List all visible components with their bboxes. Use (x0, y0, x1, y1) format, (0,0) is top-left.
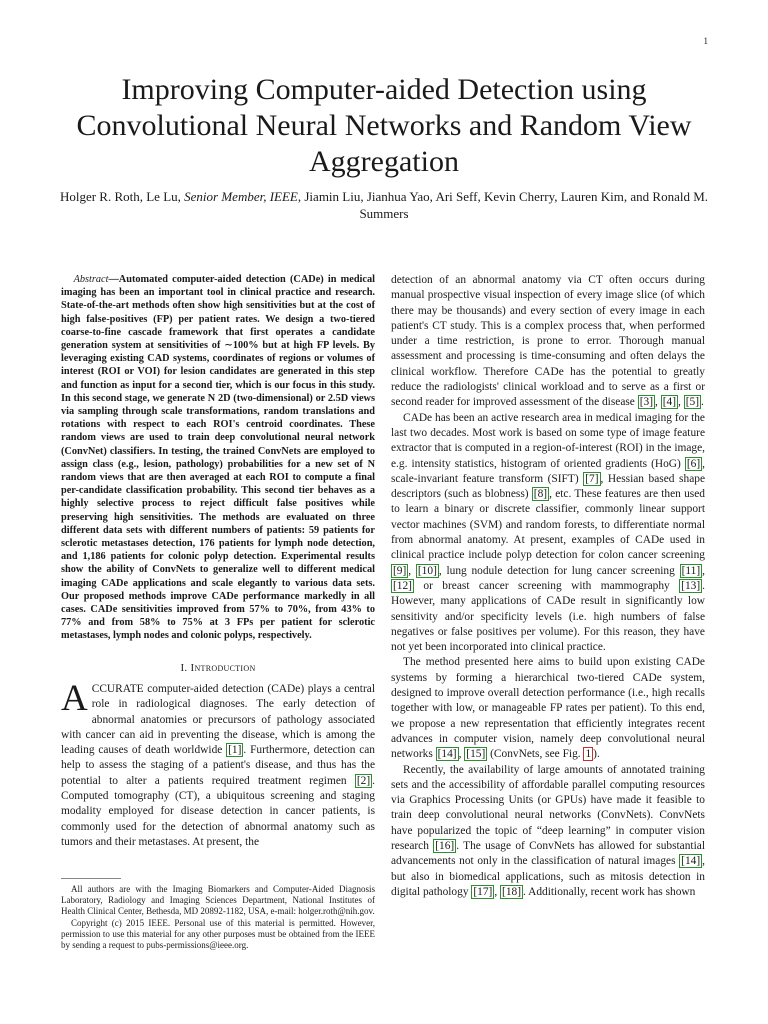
authors-part-1: Holger R. Roth, Le Lu, (59, 189, 185, 204)
abstract (61, 273, 375, 643)
right-text: . Additionally, recent work has shown (523, 885, 696, 898)
right-text: . However, many applications of CADe result in significantly low sensitivity and/or specificity levels (i.e. high numbers of false negatives or false positives per volume). For this reason, they have not yet been incorporated into clinical practice. (391, 579, 705, 654)
citation-link[interactable]: [4] (662, 396, 677, 409)
authors-part-2: , Jiamin Liu, Jianhua Yao, Ari Seff, Kevin Cherry, Lauren Kim, and Ronald M. Summers (297, 189, 709, 221)
intro-text-3: . Computed tomography (CT), a ubiquitous screening and staging modality employed for disease detection in cancer patients, is commonly used for the detection of abnormal anatomy such as tumors and their metastases. At present, the (61, 774, 375, 848)
citation-link[interactable]: [17] (473, 885, 493, 898)
citation-link[interactable]: [18] (502, 885, 522, 898)
intro-text-2: . Furthermore, detection can help to assess the staging of a patient's disease, and thus has the potential to alter a patients required treatment regimen (61, 744, 375, 787)
right-text: , scale-invariant feature transform (SIFT) (391, 457, 705, 485)
right-text: detection of an abnormal anatomy via CT often occurs during manual prospective visual inspection of every image slice (of which there may be thousands) and every section of every image in each patient's CT study. This is a complex process that, when performed under a time restriction, is prone to error. Thorough manual assessment and processing is time-consuming and often delays the clinical workflow. Therefore CADe has the potential to greatly reduce the radiologists' clinical workload and to serve as a first or second reader for improved assessment of the disease (391, 274, 705, 409)
citation-link[interactable]: [6] (686, 457, 701, 470)
right-text: ). (593, 748, 600, 761)
right-text: . The usage of ConvNets has allowed for substantial advancements not only in the classification of natural images (391, 839, 705, 868)
citation-link[interactable]: [14] (681, 855, 701, 868)
citation-link[interactable]: [10] (417, 564, 437, 577)
footnote-affiliation: All authors are with the Imaging Biomarkers and Computer-Aided Diagnosis Laboratory, Radiology and Imaging Sciences Department, National Institutes of Health Clinical Center, Bethesda, MD 20892-1182, USA, e-mail: holger.roth@nih.gov. (61, 884, 375, 917)
right-paragraph-4: Recently, the availability of large amounts of annotated training sets and the accessibility of affordable parallel computing resources via Graphics Processing Units (or GPUs) have made it feasible to train deep convolutional neural networks (ConvNets). ConvNets have popularized the topic of “deep learning” in computer vision research [16] . The usage of ConvNets has allowed for substantial advancements not only in the classification of natural images [14] , but also in biomedical applications, such as mitosis detection in digital pathology [17] , [18] . Additionally, recent work has shown (391, 763, 705, 898)
citation-link[interactable]: [11] (681, 564, 701, 577)
right-text: , lung nodule detection for lung cancer screening (438, 564, 680, 577)
footnote-copyright: Copyright (c) 2015 IEEE. Personal use of this material is permitted. However, permission to use this material for any other purposes must be obtained from the IEEE by sending a request to pubs-permissions@ieee.org. (61, 917, 375, 951)
right-text: (ConvNets, see Fig. (487, 748, 584, 761)
right-paragraph-3: The method presented here aims to build upon existing CADe systems by forming a hierarchical two-tiered CADe system, designed to improve overall detection performance (i.e., high recalls together with low, or manageable FP rates per patient). To this end, we propose a new representation that efficiently integrates recent advances in computer vision, namely deep convolutional neural networks [14] , [15] (ConvNets, see Fig. 1 ). (391, 656, 705, 761)
intro-paragraph-1 (61, 677, 375, 850)
right-column (391, 273, 705, 900)
citation-link[interactable]: [15] (466, 748, 486, 761)
citation-link[interactable]: [5] (685, 396, 700, 409)
left-column (61, 273, 375, 850)
right-text: The method presented here aims to build upon existing CADe systems by forming a hierarchical two-tiered CADe system, designed to improve overall detection performance (i.e., high recalls together with low, or manageable FP rates per patient). To this end, we propose a new representation that efficiently integrates recent advances in computer vision, namely deep convolutional neural networks (391, 656, 705, 761)
citation-link[interactable]: [14] (437, 748, 457, 761)
author-role: Senior Member, IEEE (184, 189, 298, 204)
figure-link[interactable]: 1 (585, 748, 592, 761)
page-number: 1 (703, 36, 708, 46)
abstract-text: —Automated computer-aided detection (CADe) in medical imaging has been an important tool in clinical practice and research. State-of-the-art methods often show high sensitivities but at the cost of high false-positives (FP) per patient rates. We design a two-tiered coarse-to-fine cascade framework that first operates a candidate generation system at sensitivities of ∼100% but at high FP levels. By leveraging existing CAD systems, coordinates of regions or volumes of interest (ROI or VOI) for lesion candidates are generated in this step and function as input for a second tier, which is our focus in this study. In this second stage, we generate N 2D (two-dimensional) or 2.5D views via sampling through scale transformations, random translations and rotations with respect to each ROI's centroid coordinates. These random views are used to train deep convolutional neural network (ConvNet) classifiers. In testing, the trained ConvNets are employed to assign class (e.g., lesion, pathology) probabilities for a new set of N random views that are then averaged at each ROI to compute a final per-candidate classification probability. This second tier behaves as a highly selective process to reject difficult false positives while preserving high sensitivities. The methods are evaluated on three different data sets with different numbers of patients: 59 patients for sclerotic metastases detection, 176 patients for lymph node detection, and 1,186 patients for colonic polyp detection. Experimental results show the ability of ConvNets to generalize well to different medical imaging CADe applications and scale elegantly to various data sets. Our proposed methods improve CADe performance markedly in all cases. CADe sensitivities improved from 57% to 70%, from 43% to 77% and from 58% to 75% at 3 FPs per patient for sclerotic metastases, lymph nodes and colonic polyps, respectively. (61, 274, 375, 642)
right-text: , but also in biomedical applications, such as mitosis detection in digital pathology (391, 855, 705, 898)
right-text: Recently, the availability of large amounts of annotated training sets and the accessibility of affordable parallel computing resources via Graphics Processing Units (or GPUs) have made it feasible to train deep convolutional neural networks (ConvNets). ConvNets have popularized the topic of “deep learning” in computer vision research (391, 763, 705, 852)
right-text: , etc. These features are then used to learn a binary or discrete classifier, commonly linear support vector machines (SVM) and random forests, to differentiate normal from abnormal anatomy. At present, examples of CADe used in clinical practice include polyp detection for colon cancer screening (391, 488, 705, 562)
abstract-lead: Abstract (73, 274, 109, 285)
section-heading-introduction: I. Introduction (180, 661, 256, 674)
intro-text-1: CCURATE computer-aided detection (CADe) plays a central role in radiological diagnoses. The early detection of abnormal anatomies or precursors of pathology associated with cancer can aid in preventing the disease, which is among the leading causes of death worldwide (61, 682, 375, 757)
right-text: , Hessian based shape descriptors (such as blobness) (391, 472, 705, 501)
right-text: or breast cancer screening with mammography (413, 579, 680, 592)
footnotes (61, 884, 375, 951)
citation-link[interactable]: [12] (393, 579, 412, 592)
citation-link[interactable]: [13] (681, 579, 701, 592)
footnote-divider (61, 878, 121, 879)
paper-title: Improving Computer-aided Detection using Convolutional Neural Networks and Random View Aggregation (76, 73, 692, 178)
citation-link[interactable]: [8] (533, 488, 548, 501)
right-text: CADe has been an active research area in medical imaging for the last two decades. Most work is based on some type of image feature extractor that is computed in a region-of-interest (ROI) in the image, e.g. intensity statistics, histogram of oriented gradients (HoG) (391, 411, 705, 470)
citation-link[interactable]: [1] (228, 744, 242, 757)
citation-link[interactable]: [16] (435, 839, 455, 852)
citation-link[interactable]: [9] (393, 564, 407, 577)
dropcap-letter: A (61, 677, 88, 719)
citation-link[interactable]: [2] (356, 774, 371, 787)
citation-link[interactable]: [7] (585, 472, 599, 485)
right-paragraph-1: detection of an abnormal anatomy via CT often occurs during manual prospective visual inspection of every image slice (of which there may be thousands) and every section of every image in each patient's CT study. This is a complex process that, when performed under a time restriction, is prone to error. Thorough manual assessment and processing is time-consuming and often delays the clinical workflow. Therefore CADe has the potential to greatly reduce the radiologists' clinical workload and to serve as a first or second reader for improved assessment of the disease [3] , [4] , [5] . (391, 274, 705, 409)
citation-link[interactable]: [3] (639, 396, 654, 409)
right-paragraph-2: CADe has been an active research area in medical imaging for the last two decades. Most work is based on some type of image feature extractor that is computed in a region-of-interest (ROI) in the image, e.g. intensity statistics, histogram of oriented gradients (HoG) [6] , scale-invariant feature transform (SIFT) [7] , Hessian based shape descriptors (such as blobness) [8] , etc. These features are then used to learn a binary or discrete classifier, commonly linear support vector machines (SVM) and random forests, to differentiate normal from abnormal anatomy. At present, examples of CADe used in clinical practice include polyp detection for colon cancer screening [9] , [10] , lung nodule detection for lung cancer screening [11] , [12] or breast cancer screening with mammography [13] . However, many applications of CADe result in significantly low sensitivity and/or specificity levels (i.e. high numbers of false negatives or false positives per volume). For this reason, they have not yet been incorporated into clinical practice. (391, 411, 705, 654)
author-list (50, 188, 718, 222)
